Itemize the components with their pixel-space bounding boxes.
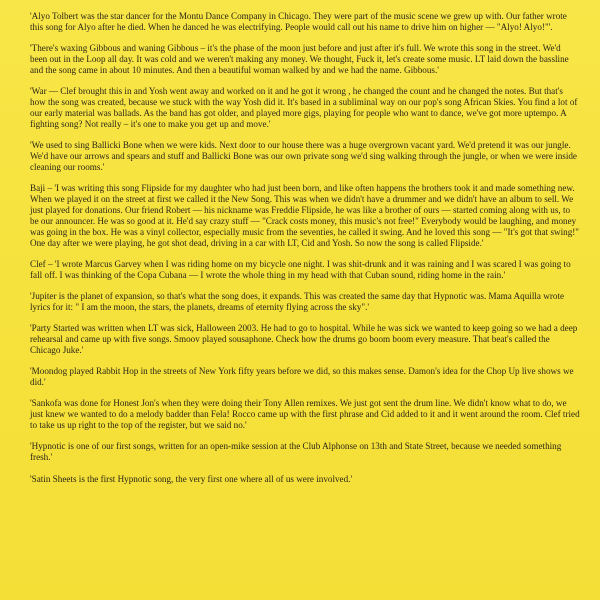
paragraph-alyo: 'Alyo Tolbert was the star dancer for the Montu Dance Company in Chicago. They were part of the music scene we grew up with. Our father wrote this song for Alyo after he died. When he danced he was electrifying. People would call out his name to drive him on higher — "Alyo! Alyo!"'. [30,11,567,32]
paragraph-gibbous: 'There's waxing Gibbous and waning Gibbous – it's the phase of the moon just before and just after it's full. We wrote this song in the street. We'd been out in the Loop all day. It was cold and we weren't making any money. We thought, Fuck it, let's create some music. LT laid down the bassline and the song came in about 10 minutes. And then a beautiful woman walked by and we had the name. Gibbous.' [30,43,569,75]
paragraph-rabbit-hop: 'Moondog played Rabbit Hop in the streets of New York fifty years before we did, so this makes sense. Damon's idea for the Chop Up live shows we did.' [30,366,574,388]
paragraph-hypnotic: 'Hypnotic is one of our first songs, written for an open-mike session at the Club Alphonse on 13th and State Street, because we needed something fresh.' [30,441,562,463]
paragraph-marcus-garvey: Clef – 'I wrote Marcus Garvey when I was riding home on my bicycle one night. I was shit-drunk and it was raining and I was scared I was going to fall off. I was thinking of the Copa Cubana — I wrote the whole thing in my head with that Cuban sound, riding home in the rain.' [30,259,571,281]
paragraph-flipside: Baji – 'I was writing this song Flipside for my daughter who had just been born, and like often happens the brothers took it and made something new. When we played it on the street at first we called it the New Song. This was when we didn't have a drummer and we didn't have an album to sell. We just played for donations. Our friend Robert — his nickname was Freddie Flipside, he was like a brother of ours — started coming along with us, to be our announcer. He was so good at it. He'd say crazy stuff — "Crack costs money, this music's not free!" Everybody would be laughing, and money was going in the box. He was a vinyl collector, especially music from the seventies, he called it swing. And he loved this song — "It's got that swing!" One day after we were playing, he got shot dead, driving in a car with LT, Cid and Yosh. So now the song is called Flipside.' [30,183,580,248]
paragraph-satin-sheets: 'Satin Sheets is the first Hypnotic song, the very first one where all of us were involved.' [30,473,353,484]
paragraph-ballicki-bone: 'We used to sing Ballicki Bone when we were kids. Next door to our house there was a huge overgrown vacant yard. We'd pretend it was our jungle. We'd have our arrows and spears and stuff and Ballicki Bone was our own private song we'd sing walking through the jungle, or when we were inside cleaning our rooms.' [30,140,577,173]
paragraph-jupiter: 'Jupiter is the planet of expansion, so that's what the song does, it expands. This was created the same day that Hypnotic was. Mama Aquilla wrote lyrics for it: " I am the moon, the stars, the planets, dreams of eternity flying across the sky".' [30,291,565,313]
paragraph-sankofa: 'Sankofa was done for Honest Jon's when they were doing their Tony Allen remixes. We just got sent the drum line. We didn't know what to do, we just knew we wanted to do a melody badder than Fela! Rocco came up with the first phrase and Cid added to it and it went around the room. Clef tried to take us up right to the top of the register, but we said no.' [30,398,580,431]
paragraph-war: 'War — Clef brought this in and Yosh went away and worked on it and he got it wrong , he changed the count and he changed the notes. But that's how the song was created, because we stuck with the way Yosh did it. It's based in a subliminal way on our pop's song African Skies. You find a lot of our early material was ballads. As the band has got older, and played more gigs, playing for people who want to dance, we've got more uptempo. A fighting song? Not really – it's one to make you get up and move.' [30,86,578,129]
paragraph-party-started: 'Party Started was written when LT was sick, Halloween 2003. He had to go to hospital. While he was sick we wanted to keep going so we had a deep rehearsal and came up with five songs. Smoov played sousaphone. Check how the drums go boom boom every measure. That beat's called the Chicago Juke.' [30,323,578,356]
liner-notes-text [30,11,580,495]
